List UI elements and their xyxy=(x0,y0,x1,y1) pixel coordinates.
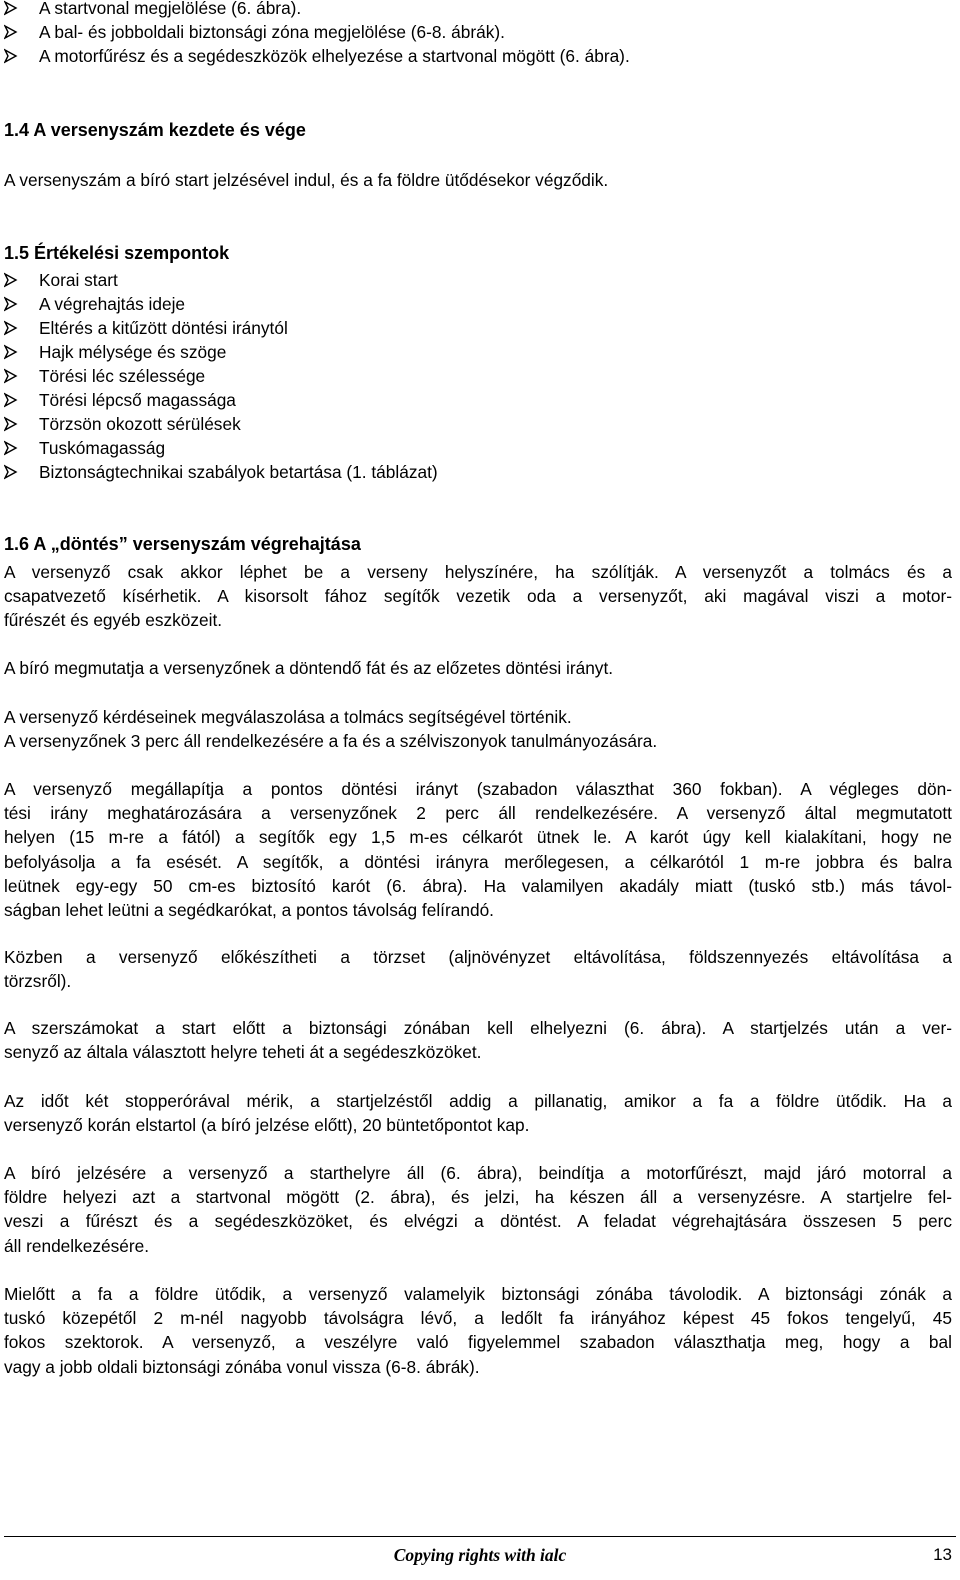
text-line: tuskó közepétől 2 m-nél nagyobb távolságra lévő, a ledőlt fa irányához képest 45 fokos tengelyű, 45 xyxy=(4,1308,952,1329)
footer-divider xyxy=(4,1536,956,1537)
footer-copyright: Copying rights with ialc xyxy=(393,1545,567,1565)
section-heading-1-6: 1.6 A „döntés” versenyszám végrehajtása xyxy=(4,534,361,554)
paragraph xyxy=(4,1089,952,1137)
bullet-text: Törzsön okozott sérülések xyxy=(39,414,241,434)
arrow-bullet-icon xyxy=(4,24,18,40)
page-number: 13 xyxy=(933,1545,952,1564)
text-line: Közben a versenyző előkészítheti a törzset (aljnövényzet eltávolítása, földszennyezés eltávolítása a xyxy=(4,947,952,967)
arrow-bullet-icon xyxy=(4,320,18,336)
text-line: Az időt két stopperórával mérik, a startjelzéstől addig a pillanatig, amikor a fa a földre ütődik. Ha a xyxy=(4,1091,952,1111)
arrow-bullet-icon xyxy=(4,440,18,456)
arrow-bullet-icon xyxy=(4,464,18,480)
text-line: Mielőtt a fa a földre ütődik, a versenyző valamelyik biztonsági zónába távolodik. A biztonsági zónák a xyxy=(4,1284,952,1304)
section-heading-1-5: 1.5 Értékelési szempontok xyxy=(4,243,230,263)
section-1-4-text xyxy=(4,168,952,192)
arrow-bullet-icon xyxy=(4,296,18,312)
bullet-text: A motorfűrész és a segédeszközök elhelyezése a startvonal mögött (6. ábra). xyxy=(39,46,630,66)
arrow-bullet-icon xyxy=(4,272,18,288)
text-line: A versenyző megállapítja a pontos döntési irányt (szabadon választhat 360 fokban). A végleges dön- xyxy=(4,779,952,799)
text-line: A bíró megmutatja a versenyzőnek a döntendő fát és az előzetes döntési irányt. xyxy=(4,658,614,678)
section-heading-1-4: 1.4 A versenyszám kezdete és vége xyxy=(4,120,306,140)
text-line: A versenyszám a bíró start jelzésével indul, és a fa földre ütődésekor végződik. xyxy=(4,170,609,190)
bullet-text: Tuskómagasság xyxy=(39,438,166,458)
paragraph xyxy=(4,1282,952,1379)
text-line: befolyásolja a fa esését. A segítők, a döntési irányra merőlegesen, a célkarótól 1 m-re jobbra és balra xyxy=(4,851,952,872)
text-line: földre helyezi azt a startvonal mögött (2. ábra), és jelzi, ha készen áll a versenyzésre. A startjelre fel- xyxy=(4,1187,952,1208)
text-line: tési irány meghatározására a versenyzőnek 2 perc áll rendelkezésére. A versenyző által megmutatott xyxy=(4,803,952,824)
text-line: helyen (15 m-re a fától) a segítők egy 1,5 m-es célkarót ütnek le. A karót úgy kell kialakítani, hogy ne xyxy=(4,827,952,848)
text-line: A szerszámokat a start előtt a biztonsági zónában kell elhelyezni (6. ábra). A startjelzés után a ver- xyxy=(4,1018,952,1038)
bullet-text: A startvonal megjelölése (6. ábra). xyxy=(39,0,302,18)
bullet-text: A bal- és jobboldali biztonsági zóna megjelölése (6-8. ábrák). xyxy=(39,22,505,42)
arrow-bullet-icon xyxy=(4,344,18,360)
paragraph xyxy=(4,777,952,922)
paragraph xyxy=(4,656,952,680)
bullet-text: Eltérés a kitűzött döntési iránytól xyxy=(39,318,288,338)
paragraph xyxy=(4,560,952,633)
text-line: törzsről). xyxy=(4,971,72,992)
text-line: vagy a jobb oldali biztonsági zónába vonul vissza (6-8. ábrák). xyxy=(4,1356,480,1377)
bullet-text: A végrehajtás ideje xyxy=(39,294,186,314)
bullet-text: Törési léc szélessége xyxy=(39,366,206,386)
text-line: áll rendelkezésére. xyxy=(4,1235,150,1256)
arrow-bullet-icon xyxy=(4,392,18,408)
text-line: fokos szektorok. A versenyző, a veszélyre való figyelemmel szabadon választhatja meg, hogy a bal xyxy=(4,1332,952,1353)
text-line: versenyző korán elstartol (a bíró jelzése előtt), 20 büntetőpontot kap. xyxy=(4,1115,530,1136)
text-line: csapatvezető kísérhetik. A kisorsolt fához segítők vezetik oda a versenyzőt, aki magával viszi a motor- xyxy=(4,586,952,607)
text-line: veszi a fűrészt és a segédeszközöket, és elvégzi a döntést. A feladat végrehajtására összesen 5 perc xyxy=(4,1211,952,1232)
arrow-bullet-icon xyxy=(4,48,18,64)
text-line: A versenyzőnek 3 perc áll rendelkezésére a fa és a szélviszonyok tanulmányozására. xyxy=(4,731,658,752)
text-line: senyző az általa választott helyre teheti át a segédeszközöket. xyxy=(4,1042,482,1063)
paragraph xyxy=(4,1016,952,1064)
arrow-bullet-icon xyxy=(4,0,18,16)
text-line: A versenyző kérdéseinek megválaszolása a tolmács segítségével történik. xyxy=(4,707,572,727)
text-line: A versenyző csak akkor léphet be a verseny helyszínére, ha szólítják. A versenyzőt a tolmács és a xyxy=(4,562,952,582)
bullet-text: Biztonságtechnikai szabályok betartása (1. táblázat) xyxy=(39,462,438,482)
text-line: ságban lehet leütni a segédkarókat, a pontos távolság felírandó. xyxy=(4,900,494,921)
text-line: fűrészét és egyéb eszközeit. xyxy=(4,610,223,631)
bullet-text: Hajk mélysége és szöge xyxy=(39,342,227,362)
paragraph xyxy=(4,945,952,993)
paragraph xyxy=(4,705,952,753)
arrow-bullet-icon xyxy=(4,416,18,432)
arrow-bullet-icon xyxy=(4,368,18,384)
text-line: leütnek egy-egy 50 cm-es biztosító karót (6. ábra). Ha valamilyen akadály miatt (tuskó stb.) más távol- xyxy=(4,875,952,896)
bullet-text: Korai start xyxy=(39,270,118,290)
text-line: A bíró jelzésére a versenyző a starthelyre áll (6. ábra), beindítja a motorfűrészt, majd járó motorral a xyxy=(4,1163,952,1183)
bullet-text: Törési lépcső magassága xyxy=(39,390,236,410)
paragraph xyxy=(4,1161,952,1258)
